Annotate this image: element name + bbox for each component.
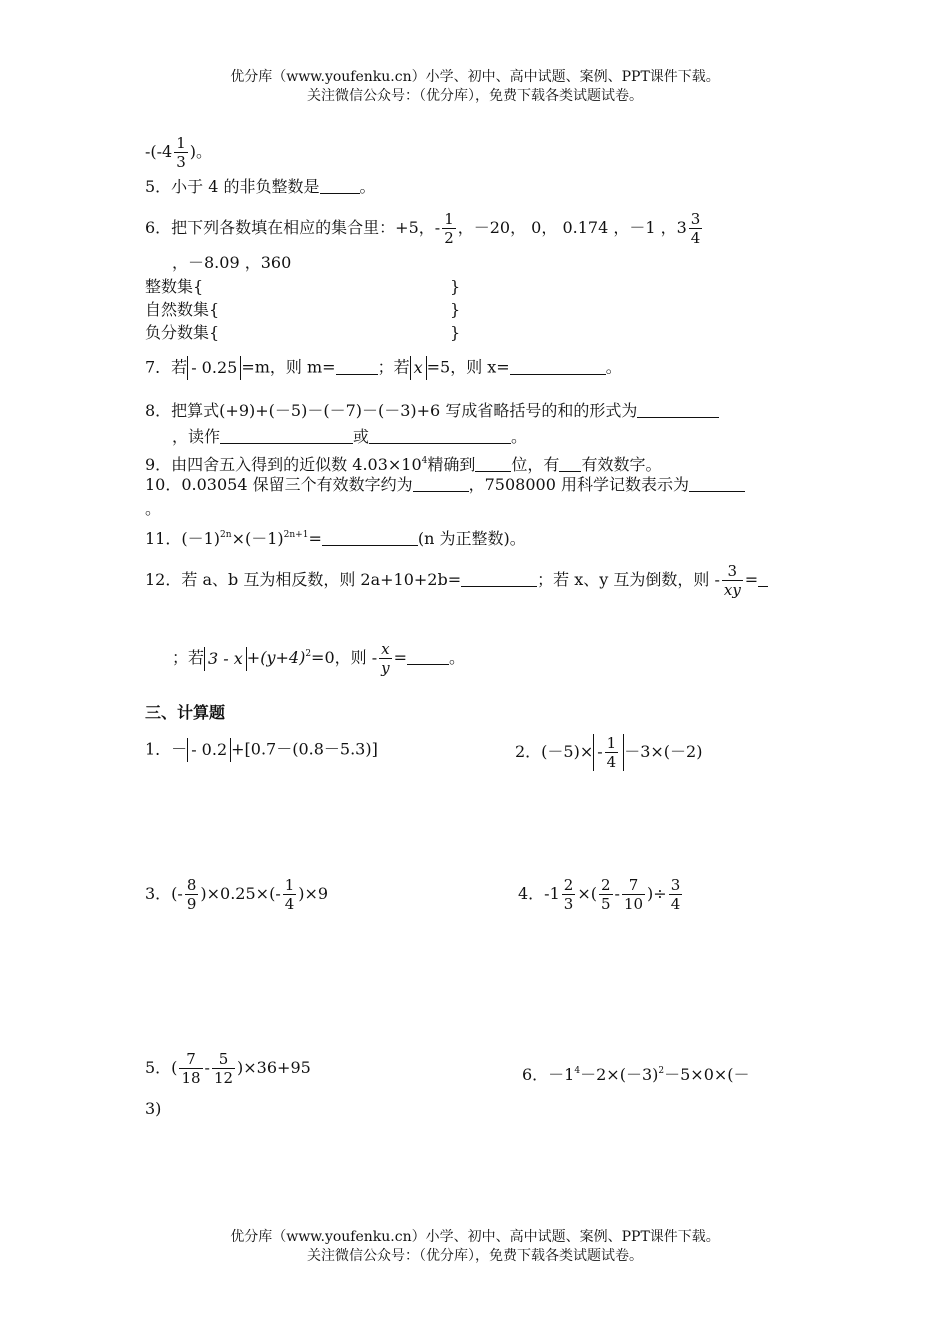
- page-header: [0, 68, 950, 106]
- calc-1: 1．－ - 0.2 +[0.7－(0.8－5.3)]: [145, 738, 378, 762]
- set-integers: 整数集{: [145, 277, 204, 296]
- set-negative-fractions-close: }: [450, 323, 461, 342]
- calc-2: 2．(－5)× - $\frac{1}{4}$ －3×(－2): [515, 734, 703, 771]
- header-line-2: 关注微信公众号：（优分库），免费下载各类试题试卷。: [307, 88, 643, 104]
- calc-6: 6．$-1^4-2\times(-3)^2-5\times 0\times(-$: [522, 1065, 750, 1084]
- calc-6-line-2: 3): [145, 1099, 162, 1118]
- calc-2-fraction: $\frac{1}{4}$: [606, 734, 617, 771]
- calc-1-abs: - 0.2: [187, 738, 231, 762]
- calc-4-fraction-2: $\frac{2}{5}$: [600, 876, 611, 913]
- calc-5-fraction-1: $\frac{7}{18}$: [181, 1050, 201, 1087]
- set-integers-close: }: [450, 277, 461, 296]
- question-12: 12．若 a、b 互为相反数，则 2a+10+2b= ；若 x、y 互为倒数，则 - $\frac{3}{xy}$ =: [145, 562, 768, 599]
- page-footer: [0, 1228, 950, 1266]
- q7-blank-x[interactable]: [510, 358, 606, 375]
- q8-blank-1[interactable]: [637, 401, 719, 418]
- calc-3: 3．(- $\frac{8}{9}$ )×0.25×(- $\frac{1}{4}$ )×9: [145, 876, 329, 913]
- q6-fraction-2: $\frac{3}{4}$: [690, 210, 701, 247]
- q4-tail: [145, 134, 212, 171]
- q12-abs: 3 - x: [204, 647, 247, 671]
- calc-4-fraction-3: $\frac{7}{10}$: [623, 876, 644, 913]
- q4-post: )。: [189, 142, 213, 161]
- q7-blank-m[interactable]: [336, 358, 378, 375]
- question-11: 11．$(-1)^{2n}\times(-1)^{2n+1}= (n$ 为正整数)。: [145, 529, 526, 548]
- question-12-line-2: ；若 $3 - x +(y+4)^2=0$，则 - $\frac{x}{y}$ = 。: [172, 640, 466, 677]
- q10-blank-2[interactable]: [689, 475, 745, 492]
- question-6: 6．把下列各数填在相应的集合里：+5，- $\frac{1}{2}$ ，－20， 0， 0.174 ，－1 ，3 $\frac{3}{4}$: [145, 210, 701, 247]
- q5-blank[interactable]: [320, 177, 360, 194]
- q4-pre: -(-4: [145, 142, 173, 161]
- q8-blank-2[interactable]: [220, 427, 353, 444]
- q4-fraction: $\frac{1}{3}$: [176, 134, 186, 171]
- q6-fraction-1: $\frac{1}{2}$: [444, 210, 454, 247]
- question-7: 7．若 - 0.25 =m，则 m= ；若 x =5，则 x= 。: [145, 356, 622, 380]
- question-6-line-2: ，－8.09 ，360: [172, 253, 292, 272]
- q12-blank-2[interactable]: [758, 570, 768, 587]
- q7-abs-2: x: [410, 356, 427, 380]
- calc-5: 5．( $\frac{7}{18}$ - $\frac{5}{12}$ )×36+95: [145, 1050, 311, 1087]
- q12-fraction: $\frac{3}{xy}$: [723, 562, 741, 599]
- question-8: 8．把算式(+9)+(－5)－(－7)－(－3)+6 写成省略括号的和的形式为: [145, 400, 719, 422]
- calc-4-fraction-1: $\frac{2}{3}$: [563, 876, 574, 913]
- question-8-line-2: ，读作 或 。: [172, 427, 528, 446]
- q8-blank-3[interactable]: [369, 427, 511, 444]
- set-naturals: 自然数集{: [145, 300, 220, 319]
- q11-blank[interactable]: [322, 529, 418, 546]
- footer-line-1: 优分库（www.youfenku.cn）小学、初中、高中试题、案例、PPT课件下载。: [230, 1229, 720, 1245]
- header-line-1: 优分库（www.youfenku.cn）小学、初中、高中试题、案例、PPT课件下载。: [230, 69, 720, 85]
- q7-abs-1: - 0.25: [187, 356, 241, 380]
- q12-blank-3[interactable]: [407, 648, 449, 665]
- set-negative-fractions: 负分数集{: [145, 323, 220, 342]
- calc-3-fraction-2: $\frac{1}{4}$: [284, 876, 295, 913]
- calc-4: 4．-1 $\frac{2}{3}$ ×( $\frac{2}{5}$ - $\frac{7}{10}$ )÷ $\frac{3}{4}$: [518, 876, 681, 913]
- set-naturals-close: }: [450, 300, 461, 319]
- q9-blank-1[interactable]: [475, 455, 511, 472]
- section-3-title: 三、计算题: [145, 703, 226, 722]
- q9-blank-2[interactable]: [559, 455, 581, 472]
- question-5: 5．小于 4 的非负整数是 。: [145, 177, 376, 196]
- question-10: 10．0.03054 保留三个有效数字约为 ，7508000 用科学记数表示为: [145, 474, 745, 496]
- calc-5-fraction-2: $\frac{5}{12}$: [213, 1050, 234, 1087]
- q5-text: 5．小于 4 的非负整数是: [145, 177, 320, 196]
- q10-blank-1[interactable]: [413, 475, 469, 492]
- calc-2-abs: - $\frac{1}{4}$: [593, 734, 624, 771]
- calc-4-fraction-4: $\frac{3}{4}$: [670, 876, 681, 913]
- calc-3-fraction-1: $\frac{8}{9}$: [186, 876, 197, 913]
- footer-line-2: 关注微信公众号：（优分库），免费下载各类试题试卷。: [307, 1248, 643, 1264]
- question-10-line-2: 。: [145, 499, 162, 518]
- q12-fraction-2: $\frac{x}{y}$: [381, 640, 390, 677]
- question-9: 9．由四舍五入得到的近似数 $4.03\times 10^4$精确到 位，有 有效数字。: [145, 455, 662, 474]
- q12-blank-1[interactable]: [461, 570, 537, 587]
